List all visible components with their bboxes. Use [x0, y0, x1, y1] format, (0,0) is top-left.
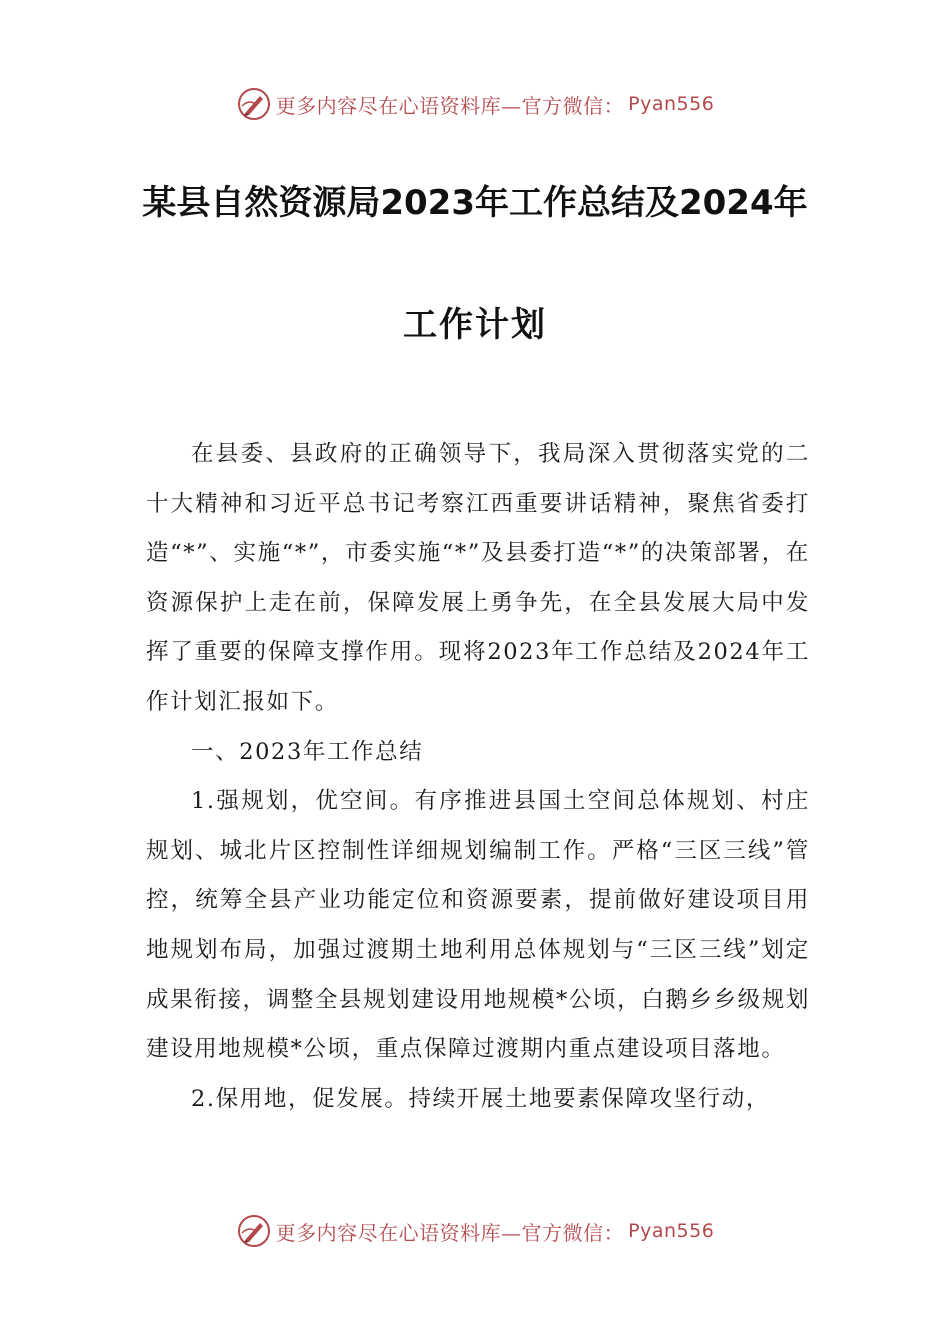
pen-logo-icon	[236, 86, 272, 122]
document-title-line-1: 某县自然资源局2023年工作总结及2024年	[142, 183, 808, 223]
section-heading: 一、2023年工作总结	[191, 738, 424, 765]
paragraph-land-use: 2.保用地，促发展。持续开展土地要素保障攻坚行动，	[191, 1085, 770, 1112]
watermark-wechat-id: Pyan556	[628, 93, 715, 115]
watermark-header	[0, 84, 950, 124]
watermark-text: 更多内容尽在心语资料库—官方微信：	[275, 93, 625, 118]
pen-logo-icon	[236, 1213, 272, 1249]
watermark-footer	[0, 1211, 950, 1251]
watermark-wechat-id: Pyan556	[628, 1220, 715, 1242]
watermark-text: 更多内容尽在心语资料库—官方微信：	[275, 1220, 625, 1245]
document-body	[146, 430, 810, 1124]
intro-paragraph: 在县委、县政府的正确领导下，我局深入贯彻落实党的二十大精神和习近平总书记考察江西重要讲话精神，聚焦省委打造“*”、实施“*”，市委实施“*”及县委打造“*”的决策部署，在资源保护上走在前，保障发展上勇争先，在全县发展大局中发挥了重要的保障支撑作用。现将2023年工作总结及2024年工作计划汇报如下。	[146, 441, 810, 715]
document-title-line-2: 工作计划	[403, 305, 547, 345]
paragraph-planning: 1.强规划，优空间。有序推进县国土空间总体规划、村庄规划、城北片区控制性详细规划编制工作。严格“三区三线”管控，统筹全县产业功能定位和资源要素，提前做好建设项目用地规划布局，加强过渡期土地利用总体规划与“三区三线”划定成果衔接，调整全县规划建设用地规模*公顷，白鹅乡乡级规划建设用地规模*公顷，重点保障过渡期内重点建设项目落地。	[146, 788, 810, 1063]
